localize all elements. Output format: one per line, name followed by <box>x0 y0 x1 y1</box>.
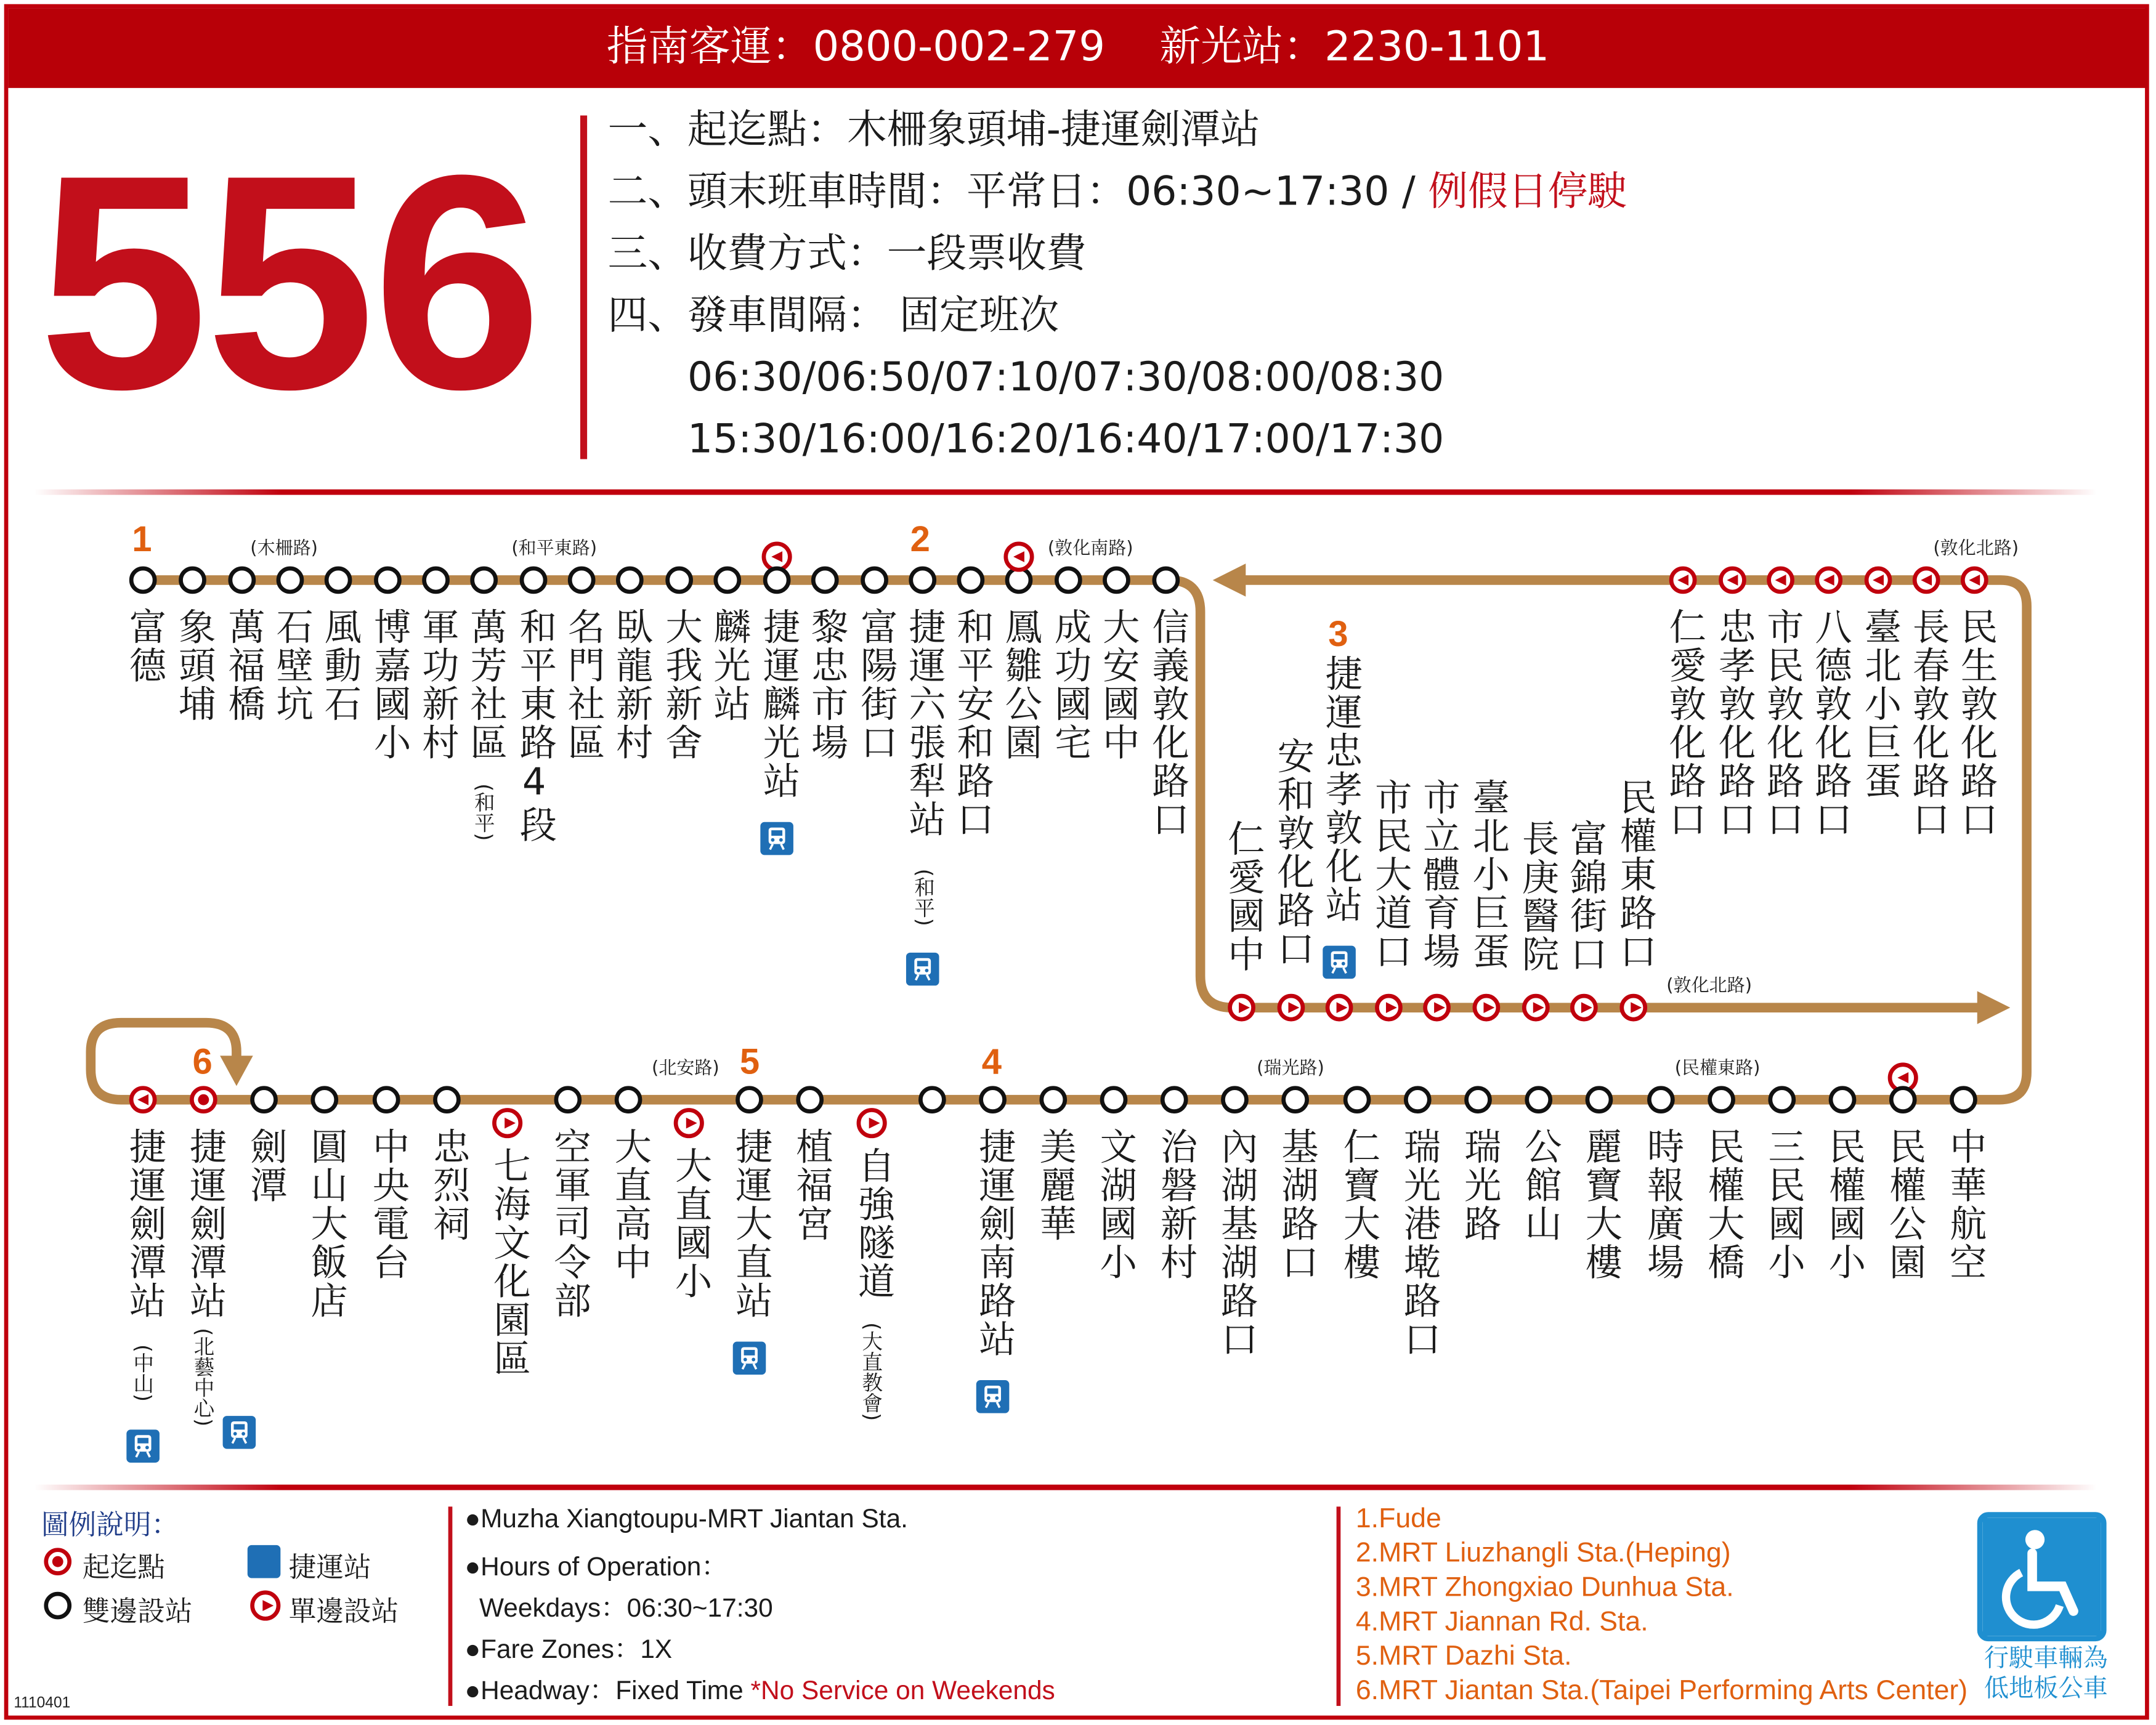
row1-stop-dot <box>909 567 936 594</box>
row3-stop-name: 中華航空 <box>1942 1127 1986 1282</box>
row3-stop-name: 忠烈祠 <box>426 1127 469 1243</box>
row3-stop-dot <box>1161 1086 1188 1113</box>
en-fare: ●Fare Zones：1X <box>464 1636 673 1665</box>
en-station-5: 5.MRT Dazhi Sta. <box>1355 1641 1572 1672</box>
legend-single-icon <box>250 1591 280 1621</box>
direction-arrow-icon <box>1483 1002 1494 1013</box>
en-terminals: ●Muzha Xiangtoupu-MRT Jiantan Sta. <box>464 1505 908 1535</box>
legend-both: 雙邊設站 <box>82 1594 193 1628</box>
marker-6: 6 <box>192 1040 213 1082</box>
row3-stop-name: 植福宮 <box>789 1127 832 1243</box>
row3-stop-name: 三民國小 <box>1761 1127 1804 1282</box>
row2top-stop-dot <box>1961 567 1988 594</box>
legend-title: 圖例說明： <box>41 1508 179 1541</box>
row3-stop-dot <box>1889 1086 1917 1113</box>
row3-stop-name: 捷運劍南路站 <box>972 1127 1015 1359</box>
row1-stop-name: 鳳雛公園 <box>998 607 1041 762</box>
arrow-right-head <box>1977 991 2011 1024</box>
info-hours-text: 二、頭末班車時間：平常日：06:30~17:30 / <box>607 168 1429 215</box>
row3-stop-dot <box>190 1086 217 1113</box>
direction-arrow-icon <box>1775 575 1786 586</box>
row3-stop-name: 自強隧道 <box>851 1146 894 1301</box>
road-heping-east: (和平東路) <box>511 538 598 560</box>
row2bot-stop-name: 富錦街口 <box>1563 819 1607 974</box>
row1-stop-dot <box>665 567 693 594</box>
sub-wanfang: (和平) <box>471 783 496 841</box>
row3-stop-dot <box>1464 1086 1492 1113</box>
separator-bottom <box>34 1485 2097 1490</box>
row3-stop-name: 大直高中 <box>607 1127 650 1282</box>
direction-arrow-icon <box>1386 1002 1397 1013</box>
row3-stop-dot <box>1039 1086 1067 1113</box>
row1-stop-dot <box>763 567 791 594</box>
legend-single: 單邊設站 <box>288 1594 399 1628</box>
row2bot-stop-dot <box>1326 994 1353 1022</box>
loop-arrow-head <box>220 1056 253 1086</box>
row3-stop-dot <box>250 1086 278 1113</box>
row2bot-stop-dot <box>1619 994 1647 1022</box>
row1-stop-name: 萬芳社區 <box>463 607 506 762</box>
row2bot-stop-name: 市民大道口 <box>1368 778 1411 971</box>
row1-stop-name: 大安國中 <box>1095 607 1139 762</box>
row2bot-stop-name: 捷運忠孝敦化站 <box>1318 654 1361 924</box>
info-holiday: 例假日停駛 <box>1428 168 1628 215</box>
row3-stop-dot <box>1708 1086 1735 1113</box>
info-times-am: 06:30/06:50/07:10/07:30/08:00/08:30 <box>687 353 1445 400</box>
row3-direction-marker <box>674 1108 704 1138</box>
row2bot-stop-dot <box>1570 994 1598 1022</box>
row1-stop-name: 黎忠市場 <box>804 607 847 762</box>
row1-stop-name: 萬福橋 <box>221 607 264 724</box>
row1-stop-dot <box>277 567 304 594</box>
row1-stop-name: 大我新舍 <box>659 607 702 762</box>
row3-stop-dot <box>736 1086 763 1113</box>
sub-liuzhangli: (和平) <box>911 868 937 926</box>
row3-stop-name: 瑞光路 <box>1457 1127 1501 1243</box>
row3-stop-name: 文湖國小 <box>1093 1127 1136 1282</box>
row1-linguang-mrt-icon <box>760 822 793 855</box>
row1-stop-dot <box>713 567 741 594</box>
row3-stop-dot <box>1647 1086 1675 1113</box>
row3-jiantan-zs-mrt-icon <box>126 1429 160 1463</box>
row3-stop-dot <box>1404 1086 1432 1113</box>
direction-arrow-icon <box>1921 575 1932 586</box>
row2top-stop-name: 市民敦化路口 <box>1760 607 1803 839</box>
row3-stop-dot <box>310 1086 338 1113</box>
row3-stop-dot <box>1221 1086 1249 1113</box>
row3-dazhi-mrt-icon <box>733 1342 766 1375</box>
row3-stop-name: 捷運劍潭站 <box>122 1127 165 1320</box>
row3-stop-name: 麗寶大樓 <box>1578 1127 1621 1282</box>
row1-stop-dot <box>811 567 839 594</box>
row3-stop-name: 內湖基湖路口 <box>1214 1127 1257 1359</box>
row3-stop-dot <box>1950 1086 1977 1113</box>
row1-stop-dot <box>568 567 596 594</box>
row1-stop-dot <box>1055 567 1082 594</box>
row2bot-stop-dot <box>1228 994 1255 1022</box>
row3-stop-name: 仁寶大樓 <box>1336 1127 1379 1282</box>
row3-stop-name: 民權公園 <box>1882 1127 1925 1282</box>
row1-stop-name: 象頭埔 <box>172 607 215 724</box>
en-no-weekend: *No Service on Weekends <box>750 1677 1055 1707</box>
sub-jiantan-zhongshan: (中山) <box>131 1344 156 1402</box>
row2bot-stop-name: 長庚醫院 <box>1515 819 1558 974</box>
row2top-stop-dot <box>1913 567 1940 594</box>
row1-stop-name: 富德 <box>122 607 165 685</box>
row1-stop-dot <box>422 567 450 594</box>
legend-mrt-icon <box>248 1545 281 1578</box>
direction-arrow-icon <box>1631 1002 1642 1013</box>
row2top-stop-name: 長春敦化路口 <box>1905 607 1948 839</box>
row1-stop-dot <box>520 567 548 594</box>
direction-arrow-icon <box>1288 1002 1299 1013</box>
row2bot-stop-name: 仁愛國中 <box>1221 819 1264 974</box>
row3-stop-name: 大直國小 <box>668 1146 711 1301</box>
doc-code: 1110401 <box>14 1695 71 1711</box>
road-dunhua-north-top: (敦化北路) <box>1933 538 2019 560</box>
accessible-note <box>1972 1644 2120 1705</box>
row3-stop-name: 中央電台 <box>365 1127 408 1282</box>
row2top-stop-name: 臺北小巨蛋 <box>1857 607 1900 801</box>
route-number: 556 <box>38 113 540 454</box>
row1-stop-name: 富陽街口 <box>854 607 897 762</box>
en-station-4: 4.MRT Jiannan Rd. Sta. <box>1355 1607 1648 1638</box>
row3-stop-dot <box>918 1086 946 1113</box>
legend-mrt: 捷運站 <box>288 1550 371 1584</box>
row3-stop-name: 七海文化園區 <box>487 1146 530 1378</box>
row1-stop-dot <box>470 567 498 594</box>
row3-stop-dot <box>1281 1086 1309 1113</box>
direction-arrow-icon <box>1239 1002 1250 1013</box>
row3-stop-name: 民權大橋 <box>1701 1127 1744 1282</box>
row3-stop-name: 基湖路口 <box>1275 1127 1318 1282</box>
row3-stop-dot <box>979 1086 1007 1113</box>
row3-stop-name: 劍潭 <box>243 1127 286 1205</box>
row3-stop-dot <box>615 1086 642 1113</box>
row1-stop-name: 博嘉國小 <box>367 607 410 762</box>
row3-stop-name: 公館山 <box>1518 1127 1561 1243</box>
row1-stop-name: 和平東路4段 <box>513 607 556 844</box>
row3-stop-name: 捷運大直站 <box>729 1127 772 1320</box>
row2top-stop-name: 八德敦化路口 <box>1808 607 1851 839</box>
row2bot-stop-dot <box>1375 994 1403 1022</box>
en-headway-text: ●Headway：Fixed Time <box>464 1677 751 1707</box>
row3-stop-dot <box>1768 1086 1796 1113</box>
marker-1: 1 <box>132 518 152 560</box>
row2bot-stop-dot <box>1278 994 1305 1022</box>
row2bot-stop-dot <box>1423 994 1451 1022</box>
accessible-line2: 低地板公車 <box>1984 1674 2108 1703</box>
row3-stop-dot <box>129 1086 157 1113</box>
row3-stop-name: 圓山大飯店 <box>304 1127 347 1320</box>
en-headway <box>464 1670 1055 1707</box>
row1-stop-name: 成功國宅 <box>1047 607 1091 762</box>
marker-2: 2 <box>910 518 930 560</box>
en-station-3: 3.MRT Zhongxiao Dunhua Sta. <box>1355 1572 1734 1603</box>
legend-origin: 起迄點 <box>82 1550 165 1584</box>
row3-stop-name: 瑞光港墘路口 <box>1396 1127 1440 1359</box>
row2top-stop-dot <box>1719 567 1746 594</box>
row3-stop-dot <box>1100 1086 1128 1113</box>
row2top-stop-dot <box>1669 567 1697 594</box>
info-times-pm: 15:30/16:00/16:20/16:40/17:00/17:30 <box>687 415 1445 462</box>
en-station-1: 1.Fude <box>1355 1503 1441 1535</box>
en-station-6: 6.MRT Jiantan Sta.(Taipei Performing Arts Center) <box>1355 1675 1968 1707</box>
direction-arrow-icon <box>1677 575 1688 586</box>
row3-stop-dot <box>373 1086 400 1113</box>
row3-jiantan-arts-mrt-icon <box>223 1416 256 1449</box>
info-fare: 三、收費方式：一段票收費 <box>607 229 1087 277</box>
direction-arrow-icon <box>1581 1002 1592 1013</box>
row2top-stop-dot <box>1865 567 1892 594</box>
road-muzha: (木柵路) <box>250 538 318 560</box>
row1-stop-name: 捷運六張犁站 <box>902 607 945 839</box>
row1-stop-name: 風動石 <box>317 607 360 724</box>
marker-5: 5 <box>739 1040 760 1082</box>
contact-text: 指南客運：0800-002-279 新光站：2230-1101 <box>606 23 1550 72</box>
row3-stop-name: 治磐新村 <box>1153 1127 1196 1282</box>
direction-arrow-icon <box>1969 575 1980 586</box>
en-weekdays: Weekdays：06:30~17:30 <box>464 1594 773 1624</box>
marker-4: 4 <box>981 1040 1002 1082</box>
road-beian: (北安路) <box>652 1058 719 1080</box>
en-hours: ●Hours of Operation： <box>464 1553 727 1583</box>
row2bot-stop-name: 市立體育場 <box>1416 778 1459 971</box>
sub-ziqiang: (大直教會) <box>859 1322 885 1421</box>
row3-stop-dot <box>796 1086 824 1113</box>
row2bot-stop-name: 臺北小巨蛋 <box>1465 778 1509 971</box>
legend-divider <box>448 1506 453 1706</box>
direction-arrow-icon <box>1727 575 1738 586</box>
wheelchair-icon <box>1977 1512 2107 1641</box>
row1-stop-name: 臥龍新村 <box>609 607 652 762</box>
direction-arrow-icon <box>1823 575 1834 586</box>
row1-stop-dot <box>957 567 985 594</box>
row1-stop-dot <box>179 567 206 594</box>
direction-arrow-icon <box>1873 575 1884 586</box>
row2top-stop-dot <box>1815 567 1842 594</box>
row2bot-stop-name: 民權東路口 <box>1613 778 1656 971</box>
row1-stop-dot <box>129 567 157 594</box>
row2top-stop-name: 仁愛敦化路口 <box>1662 607 1705 839</box>
direction-arrow-icon <box>1533 1002 1544 1013</box>
row2bot-stop-name: 安和敦化路口 <box>1270 737 1313 968</box>
row3-stop-dot <box>554 1086 582 1113</box>
direction-arrow-icon <box>1337 1002 1348 1013</box>
row1-stop-name: 石壁坑 <box>269 607 312 724</box>
en-station-2: 2.MRT Liuzhangli Sta.(Heping) <box>1355 1538 1731 1569</box>
row1-stop-name: 名門社區 <box>561 607 604 762</box>
row1-dunhua-direction-marker <box>1003 541 1034 572</box>
direction-arrow-icon <box>137 1094 148 1105</box>
legend-origin-icon <box>44 1548 71 1575</box>
row1-stop-dot <box>229 567 256 594</box>
row1-stop-dot <box>861 567 888 594</box>
row2top-stop-name: 民生敦化路口 <box>1953 607 1997 839</box>
info-headway: 四、發車間隔： 固定班次 <box>607 291 1060 339</box>
row3-stop-dot <box>1586 1086 1613 1113</box>
stations-divider <box>1337 1506 1341 1706</box>
row3-stop-name: 空軍司令部 <box>547 1127 590 1320</box>
info-terminals: 一、起迄點：木柵象頭埔-捷運劍潭站 <box>607 105 1260 153</box>
row3-stop-name: 時報廣場 <box>1640 1127 1684 1282</box>
row1-stop-name: 軍功新村 <box>415 607 458 762</box>
road-dunhua-south: (敦化南路) <box>1047 538 1133 560</box>
row3-direction-marker <box>492 1108 522 1138</box>
direction-arrow-icon <box>1434 1002 1445 1013</box>
marker-3: 3 <box>1328 613 1348 655</box>
row3-stop-dot <box>433 1086 461 1113</box>
road-dunhua-north-bottom: (敦化北路) <box>1666 976 1753 997</box>
row3-stop-dot <box>1829 1086 1857 1113</box>
road-ruiguang: (瑞光路) <box>1257 1058 1324 1080</box>
row1-stop-dot <box>616 567 644 594</box>
accessible-line1: 行駛車輛為 <box>1984 1644 2108 1673</box>
sub-jiantan-arts: (北藝中心) <box>191 1328 216 1427</box>
row3-stop-dot <box>1343 1086 1371 1113</box>
row2bot-stop-dot <box>1522 994 1550 1022</box>
row3-stop-dot <box>1525 1086 1552 1113</box>
row1-stop-dot <box>374 567 402 594</box>
row1-stop-dot <box>1152 567 1180 594</box>
row2bot-zhongxiao-mrt-icon <box>1323 946 1356 979</box>
row2top-stop-name: 忠孝敦化路口 <box>1711 607 1755 839</box>
row3-stop-name: 捷運劍潭站 <box>182 1127 226 1320</box>
row1-stop-name: 捷運麟光站 <box>756 607 799 801</box>
legend-both-icon <box>44 1592 71 1620</box>
row1-stop-dot <box>325 567 352 594</box>
row1-stop-name: 信義敦化路口 <box>1145 607 1188 839</box>
row2bot-stop-dot <box>1473 994 1501 1022</box>
row3-stop-name: 民權國小 <box>1822 1127 1865 1282</box>
row2top-stop-dot <box>1767 567 1794 594</box>
row1-stop-dot <box>1103 567 1130 594</box>
road-minquan-east: (民權東路) <box>1674 1058 1761 1080</box>
arrow-left-head <box>1213 564 1246 597</box>
row3-stop-name: 美麗華 <box>1032 1127 1076 1243</box>
row1-stop-name: 麟光站 <box>707 607 750 724</box>
row3-direction-marker <box>857 1108 887 1138</box>
row1-stop-name: 和平安和路口 <box>950 607 993 839</box>
row3-jiannan-mrt-icon <box>976 1380 1010 1413</box>
row1-liuzhangli-mrt-icon <box>906 953 939 986</box>
